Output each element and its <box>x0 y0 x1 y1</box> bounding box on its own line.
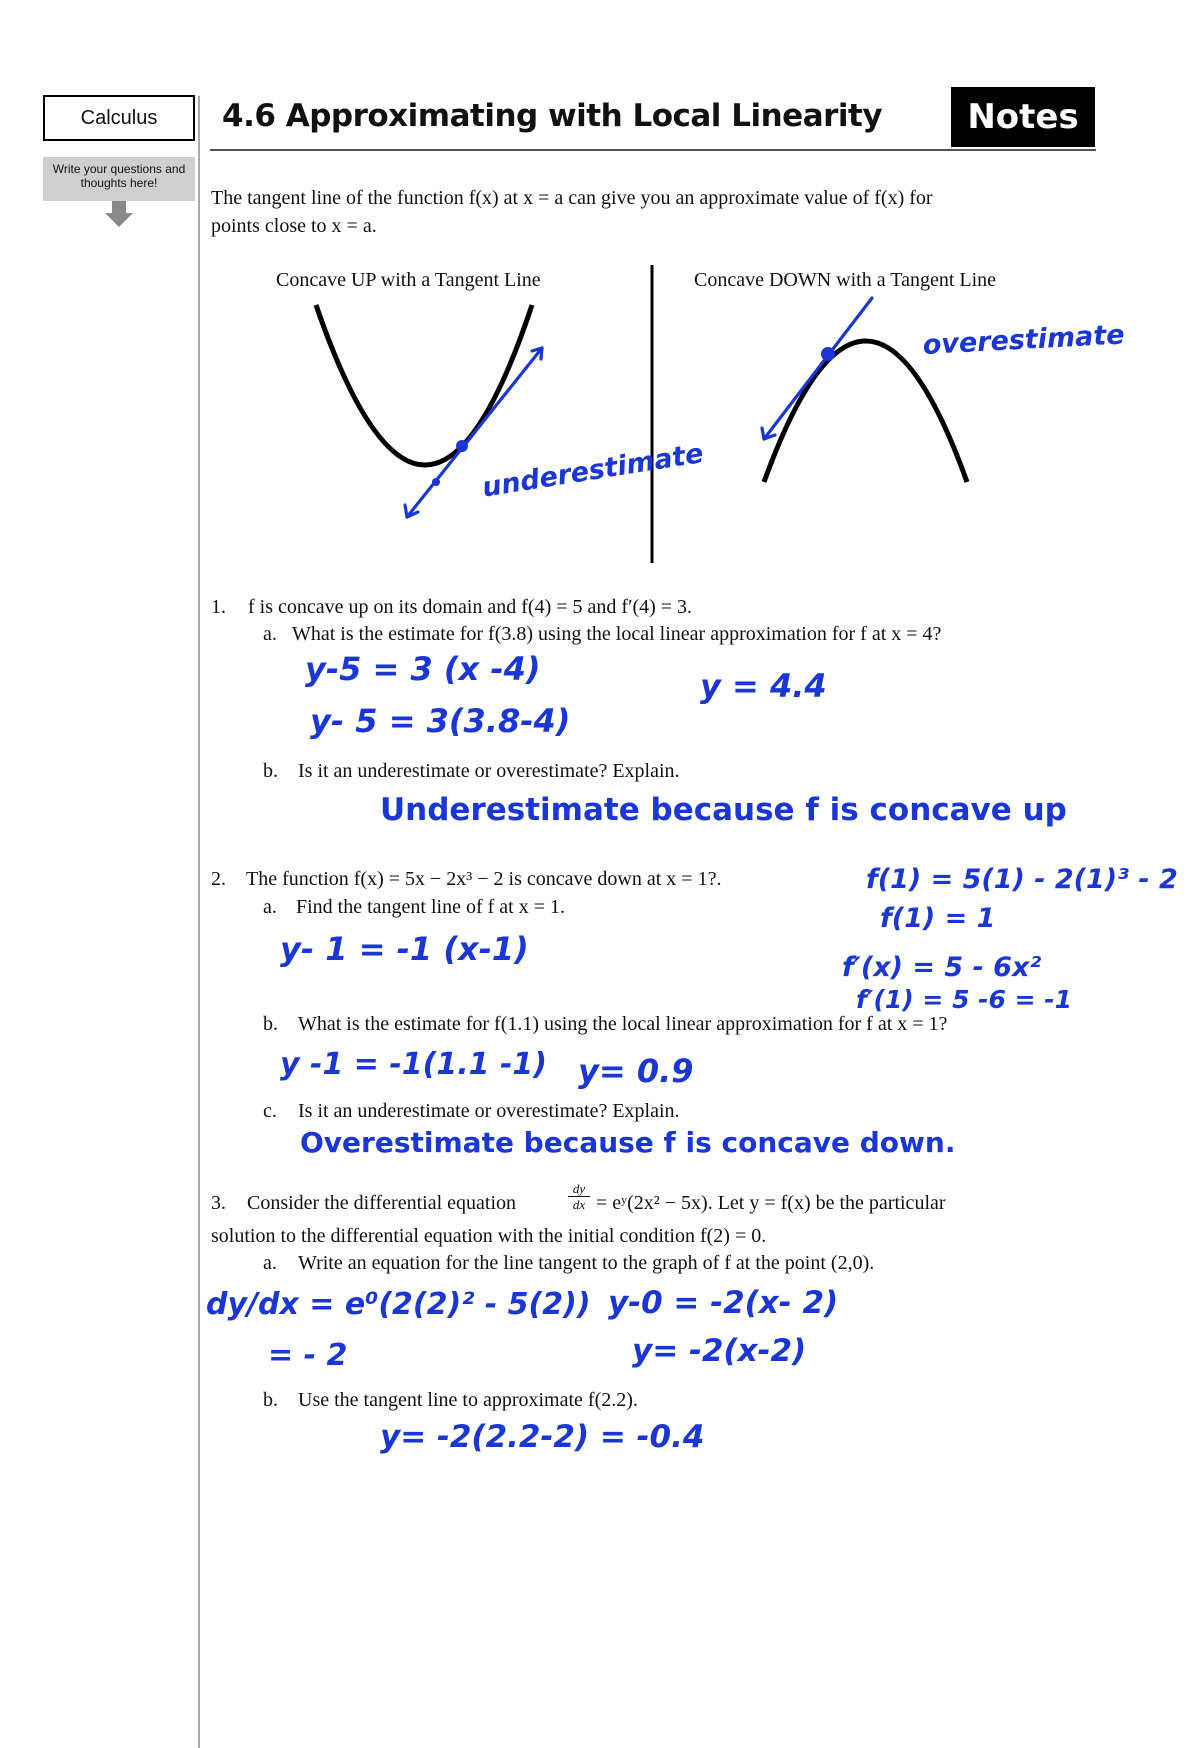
page-title: 4.6 Approximating with Local Linearity <box>222 98 883 134</box>
notes-badge: Notes <box>951 87 1095 147</box>
course-label: Calculus <box>43 95 195 141</box>
problem-2-stem: The function f(x) = 5x − 2x³ − 2 is concave down at x = 1?. <box>246 868 722 890</box>
fraction-denominator: dx <box>572 1197 586 1212</box>
problem-3-stem-post: = eʸ(2x² − 5x). Let y = f(x) be the particular <box>596 1192 946 1214</box>
work-3a-line-4: y= -2(x-2) <box>632 1333 807 1369</box>
problem-1a-label: a. <box>263 623 277 645</box>
problem-2a-label: a. <box>263 896 277 918</box>
work-3a-line-2: = - 2 <box>268 1338 348 1373</box>
fraction-numerator: dy <box>568 1181 590 1197</box>
concave-up-curve <box>316 305 532 465</box>
work-1a-line-1: y-5 = 3 (x -4) <box>305 650 541 688</box>
concave-down-curve <box>764 341 967 482</box>
problem-2-number: 2. <box>211 868 226 890</box>
problem-2b-label: b. <box>263 1013 278 1035</box>
problem-3a-text: Write an equation for the line tangent to the graph of f at the point (2,0). <box>298 1252 875 1274</box>
intro-line-1: The tangent line of the function f(x) at x = a can give you an approximate value of f(x) for <box>211 187 933 209</box>
work-1b-answer: Underestimate because f is concave up <box>380 792 1067 828</box>
problem-3-number: 3. <box>211 1192 226 1214</box>
left-graph-caption: Concave UP with a Tangent Line <box>276 269 541 291</box>
underestimate-label: underestimate <box>480 438 706 504</box>
work-3a-line-3: y-0 = -2(x- 2) <box>608 1285 839 1321</box>
work-3a-line-1: dy/dx = e⁰(2(2)² - 5(2)) <box>206 1287 591 1322</box>
margin-note: Write your questions and thoughts here! <box>43 157 195 201</box>
problem-1b-label: b. <box>263 760 278 782</box>
problem-1-number: 1. <box>211 596 226 618</box>
work-1a-answer: y = 4.4 <box>700 667 827 705</box>
right-graph-caption: Concave DOWN with a Tangent Line <box>694 269 997 291</box>
side-work-line-1: f(1) = 5(1) - 2(1)³ - 2 <box>866 864 1178 895</box>
problem-2b-text: What is the estimate for f(1.1) using the local linear approximation for f at x = 1? <box>298 1013 948 1035</box>
side-work-line-3: f′(x) = 5 - 6x² <box>842 952 1042 983</box>
work-2b-line-1: y -1 = -1(1.1 -1) <box>280 1047 548 1082</box>
problem-3-stem-pre: Consider the differential equation <box>247 1192 516 1214</box>
dy-dx-fraction <box>568 1181 590 1212</box>
problem-1a-text: What is the estimate for f(3.8) using the local linear approximation for f at x = 4? <box>292 623 942 645</box>
work-2c-answer: Overestimate because f is concave down. <box>300 1126 956 1159</box>
problem-3-stem-line-2: solution to the differential equation with the initial condition f(2) = 0. <box>211 1225 767 1247</box>
intro-line-2: points close to x = a. <box>211 215 377 237</box>
problem-3b-label: b. <box>263 1389 278 1411</box>
problem-3a-label: a. <box>263 1252 277 1274</box>
overestimate-label: overestimate <box>922 319 1126 361</box>
problem-2c-label: c. <box>263 1100 277 1122</box>
work-2a-answer: y- 1 = -1 (x-1) <box>280 930 529 968</box>
problem-1-stem: f is concave up on its domain and f(4) = 5 and f′(4) = 3. <box>248 596 693 618</box>
tangent-line-down <box>762 298 872 439</box>
problem-3b-text: Use the tangent line to approximate f(2.2). <box>298 1389 638 1411</box>
problem-2c-text: Is it an underestimate or overestimate? Explain. <box>298 1100 680 1122</box>
problem-1b-text: Is it an underestimate or overestimate? Explain. <box>298 760 680 782</box>
problem-2a-text: Find the tangent line of f at x = 1. <box>296 896 566 918</box>
work-2b-answer: y= 0.9 <box>578 1052 694 1090</box>
side-work-line-4: f′(1) = 5 -6 = -1 <box>856 985 1073 1014</box>
side-work-line-2: f(1) = 1 <box>880 903 996 934</box>
work-3b-answer: y= -2(2.2-2) = -0.4 <box>380 1419 705 1455</box>
work-1a-line-2: y- 5 = 3(3.8-4) <box>310 702 571 740</box>
concavity-graphs <box>0 0 1200 600</box>
